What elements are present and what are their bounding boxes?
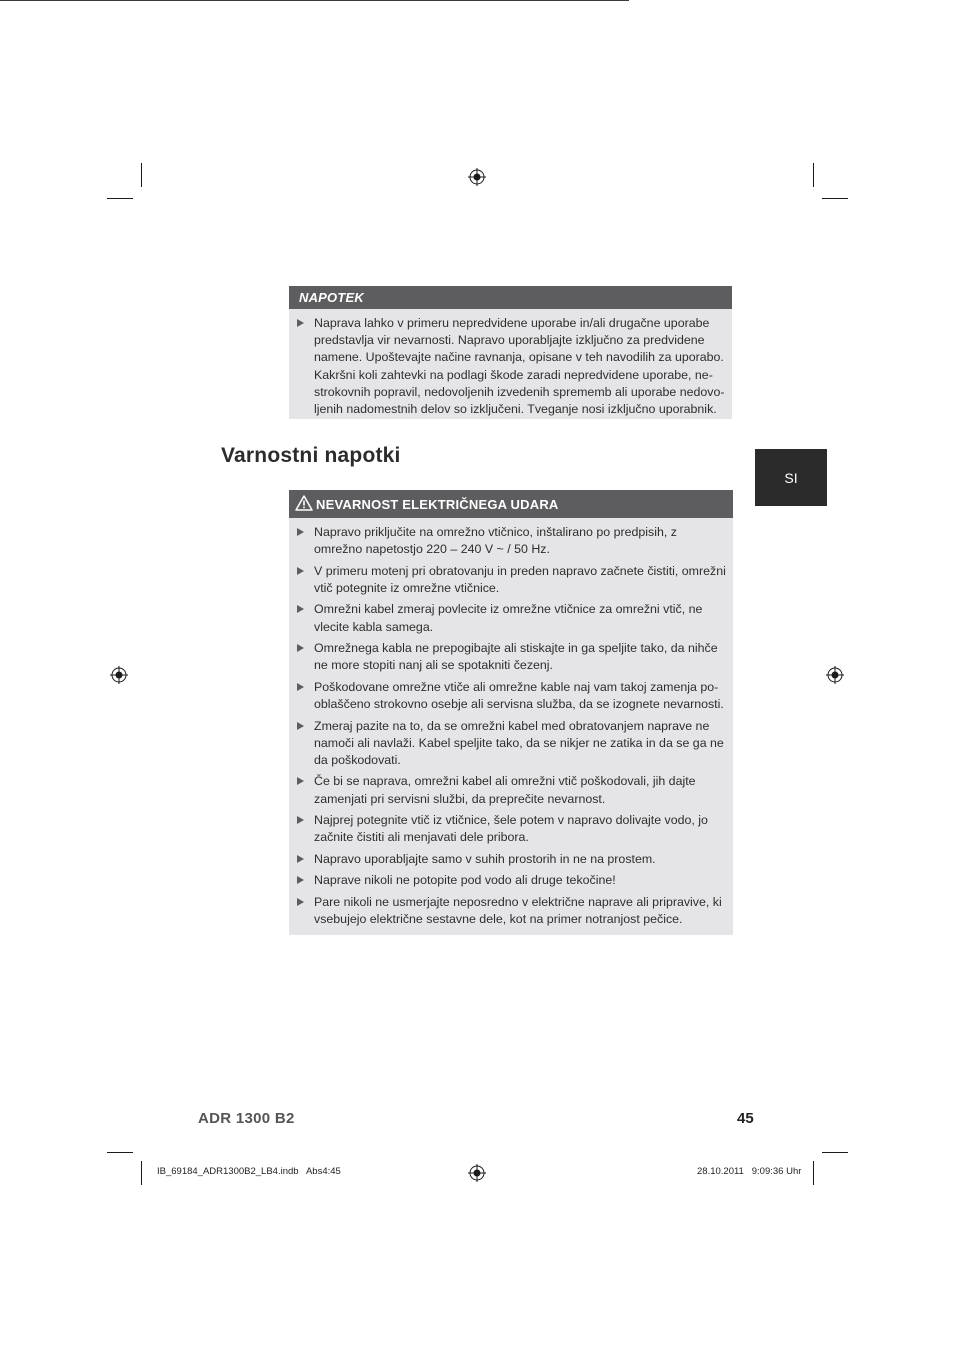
bullet-arrow-icon (297, 876, 304, 884)
danger-title: NEVARNOST ELEKTRIČNEGA UDARA (316, 497, 559, 512)
bullet-arrow-icon (297, 898, 304, 906)
header-rule (0, 0, 629, 1)
registration-mark-icon (468, 1164, 486, 1182)
danger-text: Omrežnega kabla ne prepogibajte ali stiskajte in ga speljite tako, da nihče ne more stopiti nanj ali se spotakniti čezenj. (314, 641, 718, 673)
danger-text: Naprave nikoli ne potopite pod vodo ali druge tekočine! (314, 873, 616, 888)
danger-text: Zmeraj pazite na to, da se omrežni kabel med obratovanjem naprave ne namoči ali navlaži. Kabel speljite tako, da se nikjer ne zatika in da se ga ne da poškodovati. (314, 718, 724, 767)
section-heading: Varnostni napotki (221, 444, 401, 467)
danger-text: Najprej potegnite vtič iz vtičnice, šele potem v napravo dolivajte vodo, jo začnite čistiti ali menjavati dele pribora. (314, 813, 708, 845)
page-number: 45 (737, 1110, 754, 1127)
slug-date: 28.10.2011 9:09:36 Uhr (697, 1166, 802, 1177)
registration-mark-icon (468, 168, 486, 186)
list-item (297, 524, 727, 558)
danger-header (289, 490, 733, 518)
note-text: Naprava lahko v primeru nepredvidene uporabe in/ali drugačne uporabe predstavlja vir nevarnosti. Napravo uporabljajte izključno za predvidene namene. Upoštevajte načine ravnanja, opisane v teh navodilih za uporabo. Kakršni koli zahtevki na podlagi škode zaradi nepredvidene uporabe, nestrokovnih popravil, nedovoljenih izvedenih sprememb ali uporabe nedovoljenih nadomestnih delov so izključeni. Tveganje nosi izključno uporabnik. (314, 316, 725, 417)
warning-triangle-icon (295, 495, 313, 511)
crop-mark (813, 1161, 814, 1185)
crop-mark (141, 1161, 142, 1185)
list-item (297, 851, 727, 868)
list-item (297, 315, 726, 418)
list-item (297, 718, 727, 770)
slug-file: IB_69184_ADR1300B2_LB4.indb Abs4:45 (157, 1166, 341, 1177)
crop-mark (107, 1152, 133, 1153)
danger-text: Napravo uporabljajte samo v suhih prostorih in ne na prostem. (314, 851, 656, 866)
list-item (297, 894, 727, 928)
crop-mark (822, 198, 848, 199)
registration-mark-icon (110, 666, 128, 684)
danger-text: Napravo priključite na omrežno vtičnico, inštalirano po predpisih, z omrežno napetostjo 220 – 240 V ~ / 50 Hz. (314, 525, 677, 557)
danger-text: V primeru motenj pri obratovanju in preden napravo začnete čistiti, omrežni vtič potegnite iz omrežne vtičnice. (314, 563, 726, 595)
crop-mark (141, 163, 142, 187)
crop-mark (107, 198, 133, 199)
note-box (289, 286, 732, 419)
registration-mark-icon (826, 666, 844, 684)
danger-text: Pare nikoli ne usmerjajte neposredno v električne naprave ali pripravive, ki vsebujejo električne sestavne dele, kot na primer notranjost pečice. (314, 894, 722, 927)
list-item (297, 563, 727, 597)
bullet-arrow-icon (297, 644, 304, 652)
danger-list (289, 518, 733, 937)
list-item (297, 773, 727, 807)
bullet-arrow-icon (297, 567, 304, 575)
footer-model: ADR 1300 B2 (198, 1110, 295, 1127)
list-item (297, 679, 727, 713)
bullet-arrow-icon (297, 855, 304, 863)
danger-text: Omrežni kabel zmeraj povlecite iz omrežne vtičnice za omrežni vtič, ne vlecite kabla samega. (314, 602, 703, 634)
note-list (289, 309, 732, 427)
bullet-arrow-icon (297, 816, 304, 824)
list-item (297, 640, 727, 674)
crop-mark (822, 1152, 848, 1153)
danger-text: Poškodovane omrežne vtiče ali omrežne kable naj vam takoj zamenja pooblaščeno strokovno osebje ali servisna služba, da se izognete nevarnosti. (314, 679, 724, 712)
list-item (297, 601, 727, 635)
crop-mark (813, 163, 814, 187)
bullet-arrow-icon (297, 722, 304, 730)
list-item (297, 812, 727, 846)
bullet-arrow-icon (297, 528, 304, 536)
danger-text: Če bi se naprava, omrežni kabel ali omrežni vtič poškodovali, jih dajte zamenjati pri servisni službi, da preprečite nevarnost. (314, 774, 696, 806)
bullet-arrow-icon (297, 777, 304, 785)
danger-box (289, 490, 733, 935)
language-tab: SI (755, 449, 827, 506)
bullet-arrow-icon (297, 683, 304, 691)
bullet-arrow-icon (297, 605, 304, 613)
bullet-arrow-icon (297, 319, 304, 327)
note-title: NAPOTEK (289, 286, 732, 309)
list-item (297, 872, 727, 889)
